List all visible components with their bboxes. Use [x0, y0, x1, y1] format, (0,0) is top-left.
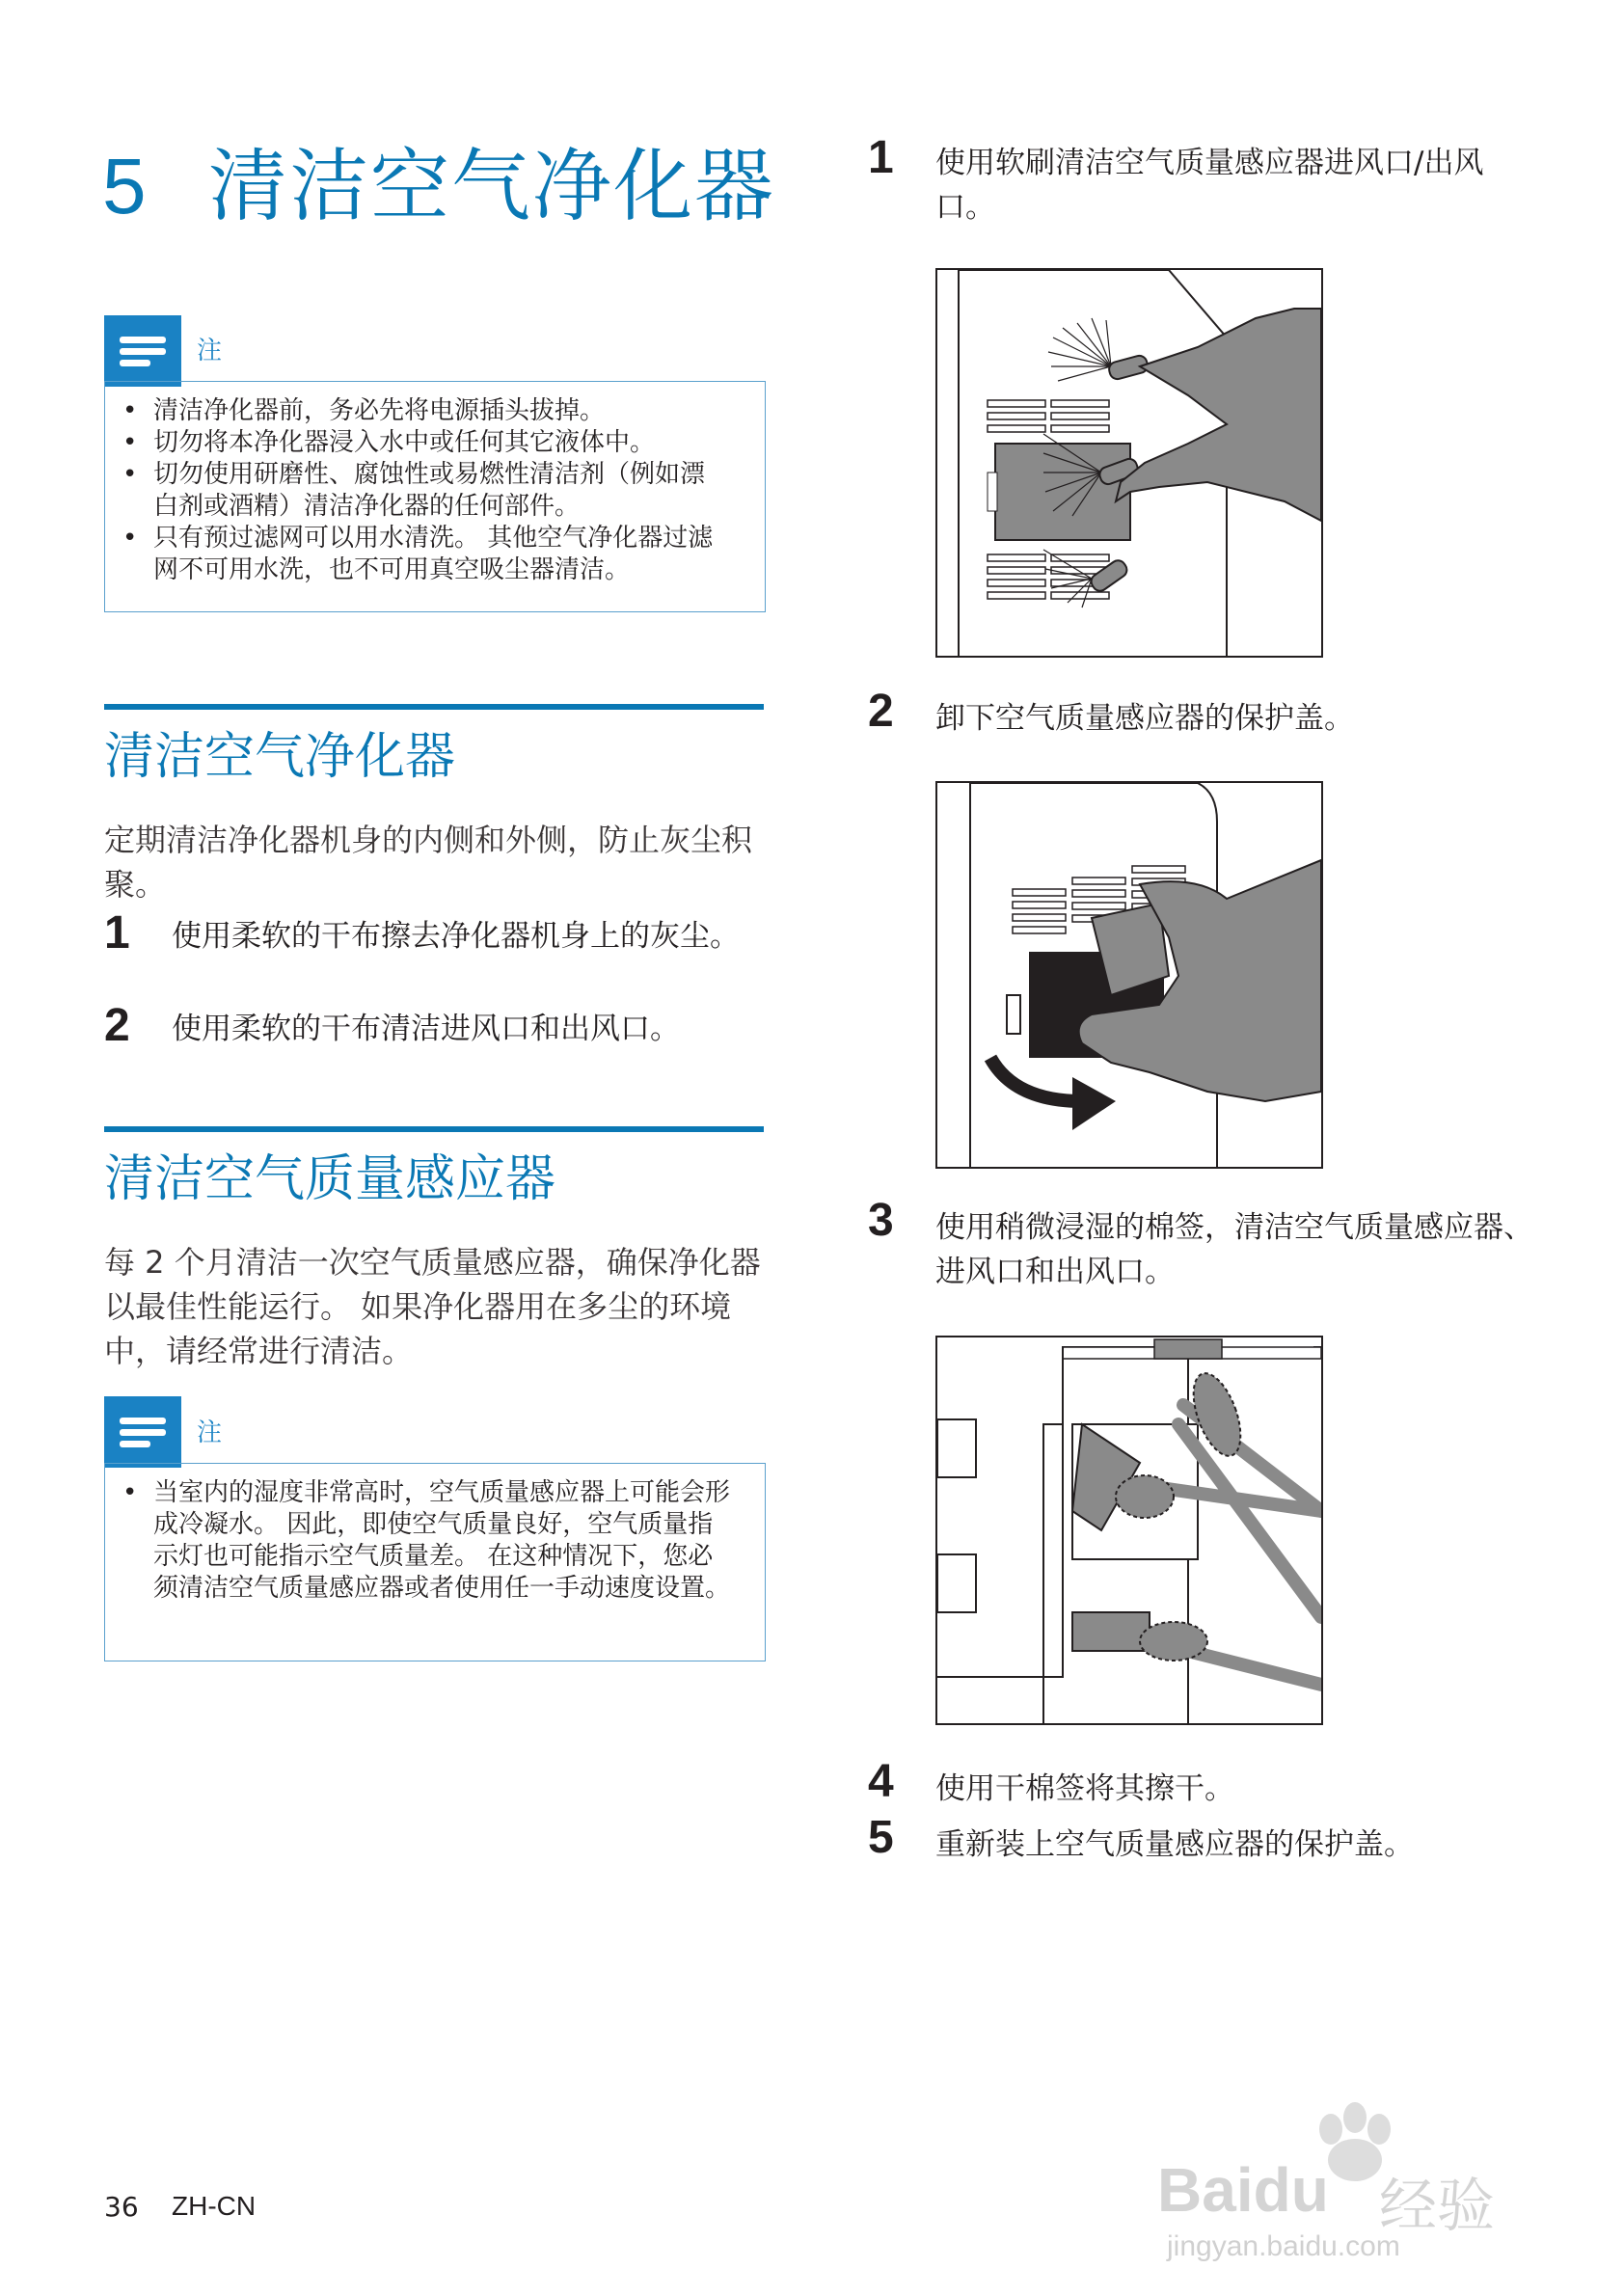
remove-cover-illustration [935, 781, 1323, 1169]
step-number: 1 [868, 132, 894, 183]
section-title: 清洁空气净化器 [104, 728, 456, 786]
step-text: 使用软刷清洁空气质量感应器进风口/出风口。 [935, 146, 1484, 225]
watermark-brand: Bai [1157, 2155, 1254, 2225]
cotton-swab-illustration [935, 1336, 1323, 1725]
step-text: 使用稍微浸湿的棉签，清洁空气质量感应器、进风口和出风口。 [935, 1210, 1533, 1289]
language-code: ZH-CN [172, 2191, 257, 2221]
watermark-cn: 经验 [1379, 2173, 1495, 2240]
note-item: • 切勿将本净化器浸入水中或任何其它液体中。 [153, 427, 722, 459]
step-text: 使用柔软的干布擦去净化器机身上的灰尘。 [172, 919, 740, 954]
step-number: 3 [868, 1195, 894, 1246]
chapter-title [102, 123, 775, 236]
note-box [104, 381, 766, 612]
note-item: • 当室内的湿度非常高时，空气质量感应器上可能会形成冷凝水。 因此，即使空气质量良好，空气质量指示灯也可能指示空气质量差。 在这种情况下，您必须清洁空气质量感应器或者使用任一手动速度设置。 [153, 1477, 732, 1605]
note-label: 注 [197, 337, 223, 365]
step-number: 5 [868, 1812, 894, 1863]
chapter-title-text: 清洁空气净化器 [208, 141, 776, 232]
note-item: • 只有预过滤网可以用水清洗。 其他空气净化器过滤网不可用水洗，也不可用真空吸尘器清洁。 [153, 523, 722, 586]
note-item: • 清洁净化器前，务必先将电源插头拔掉。 [153, 395, 722, 427]
note-icon [104, 315, 181, 387]
page-number: 36 [104, 2191, 139, 2223]
watermark-url: jingyan.baidu.com [1167, 2230, 1400, 2262]
chapter-number: 5 [102, 143, 149, 230]
watermark-brand-du: du [1253, 2155, 1329, 2225]
step-text: 使用柔软的干布清洁进风口和出风口。 [172, 1012, 680, 1046]
note-icon [104, 1396, 181, 1468]
step-number: 2 [868, 686, 894, 737]
section-intro: 定期清洁净化器机身的内侧和外侧，防止灰尘积聚。 [104, 822, 753, 903]
section-rule [104, 1126, 764, 1132]
section-intro: 每 2 个月清洁一次空气质量感应器，确保净化器以最佳性能运行。 如果净化器用在多尘的环境中，请经常进行清洁。 [104, 1244, 761, 1369]
section-title: 清洁空气质量感应器 [104, 1150, 556, 1208]
section-rule [104, 704, 764, 710]
step-text: 卸下空气质量感应器的保护盖。 [935, 701, 1354, 736]
note-label: 注 [197, 1418, 223, 1447]
step-number: 2 [104, 1000, 130, 1051]
baidu-jingyan-watermark [1157, 2100, 1533, 2262]
note-box [104, 1463, 766, 1661]
brush-cleaning-illustration [935, 268, 1323, 658]
step-number: 1 [104, 907, 130, 959]
step-text: 重新装上空气质量感应器的保护盖。 [935, 1827, 1414, 1862]
step-number: 4 [868, 1756, 894, 1807]
step-text: 使用干棉签将其擦干。 [935, 1771, 1234, 1806]
note-item: • 切勿使用研磨性、腐蚀性或易燃性清洁剂（例如漂白剂或酒精）清洁净化器的任何部件。 [153, 459, 722, 523]
